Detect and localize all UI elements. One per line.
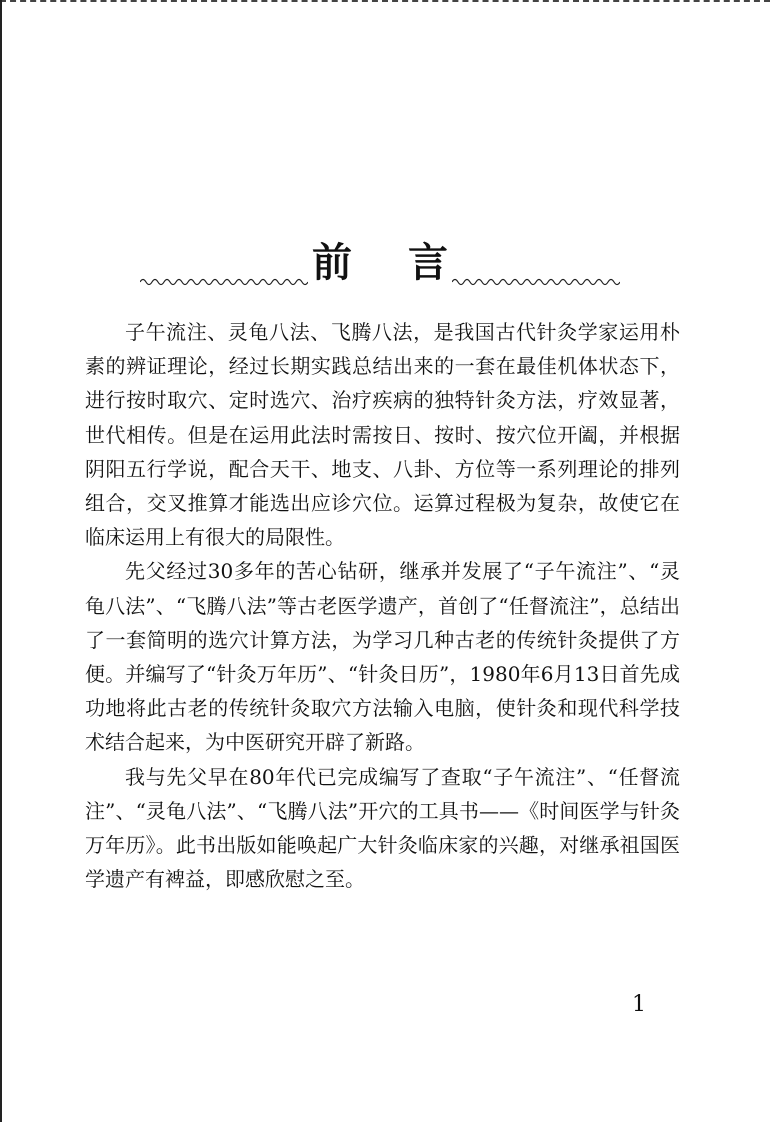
wavy-rule-left bbox=[140, 276, 308, 288]
title-char-yan: 言 bbox=[408, 240, 448, 286]
title-char-qian: 前 bbox=[312, 240, 352, 286]
page-number: 1 bbox=[632, 992, 646, 1017]
scan-top-edge bbox=[0, 0, 770, 3]
paragraph: 先父经过30多年的苦心钻研，继承并发展了“子午流注”、“灵龟八法”、“飞腾八法”等古老医学遗产，首创了“任督流注”，总结出了一套简明的选穴计算方法，为学习几种古老的传统针灸提供了方便。并编写了“针灸万年历”、“针灸日历”，1980年6月13日首先成功地将此古老的传统针灸取穴方法输入电脑，使针灸和现代科学技术结合起来，为中医研究开辟了新路。 bbox=[85, 559, 680, 755]
paragraph: 子午流注、灵龟八法、飞腾八法，是我国古代针灸学家运用朴素的辨证理论，经过长期实践总结出来的一套在最佳机体状态下，进行按时取穴、定时选穴、治疗疾病的独特针灸方法，疗效显著，世代相传。但是在运用此法时需按日、按时、按穴位开阖，并根据阴阳五行学说，配合天干、地支、八卦、方位等一系列理论的排列组合，交叉推算才能选出应诊穴位。运算过程极为复杂，故使它在临床运用上有很大的局限性。 bbox=[85, 320, 680, 550]
scan-left-edge bbox=[0, 0, 2, 1122]
paragraph: 我与先父早在80年代已完成编写了查取“子午流注”、“任督流注”、“灵龟八法”、“飞腾八法”开穴的工具书——《时间医学与针灸万年历》。此书出版如能唤起广大针灸临床家的兴趣，对继承祖国医学遗产有裨益，即感欣慰之至。 bbox=[85, 764, 680, 892]
wavy-rule-right bbox=[452, 276, 620, 288]
preface-heading bbox=[140, 238, 620, 298]
preface-body bbox=[85, 315, 680, 896]
